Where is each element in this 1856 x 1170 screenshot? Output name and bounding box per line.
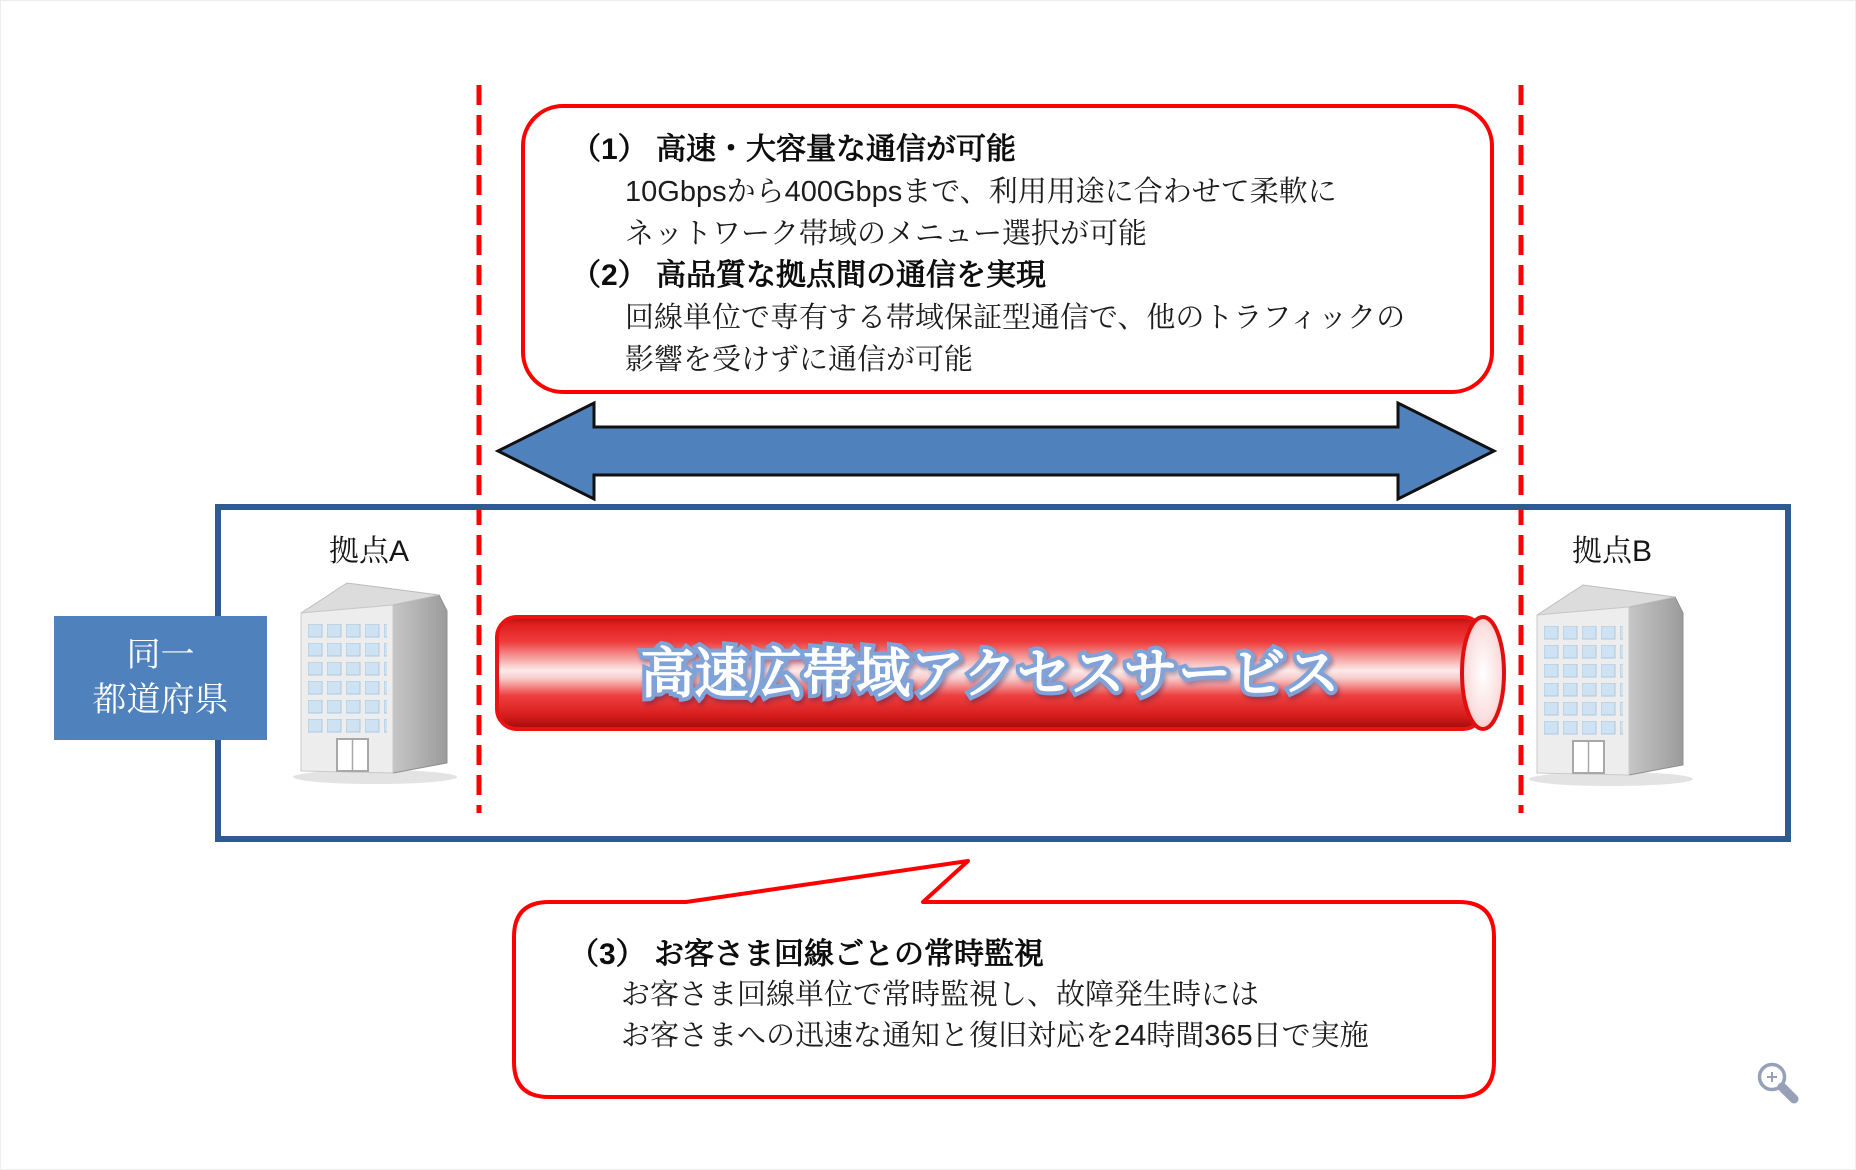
same-prefecture-label xyxy=(54,616,267,740)
feature-3-heading: （3） お客さま回線ごとの常時監視 xyxy=(569,938,1045,971)
feature-3-line-2: お客さまへの迅速な通知と復旧対応を24時間365日で実施 xyxy=(621,1020,1369,1052)
feature-1-heading: （1） 高速・大容量な通信が可能 xyxy=(571,133,1017,166)
feature-3-line-1: お客さま回線単位で常時監視し、故障発生時には xyxy=(621,979,1260,1011)
site-b-label: 拠点B xyxy=(1571,535,1652,568)
site-a-label: 拠点A xyxy=(328,535,409,568)
bottom-callout-text xyxy=(523,934,1369,1057)
feature-1-line-1: 10Gbpsから400Gbpsまで、利用用途に合わせて柔軟に xyxy=(625,176,1337,208)
bidirectional-arrow xyxy=(498,403,1494,499)
region-label-line-2: 都道府県 xyxy=(92,681,229,719)
zoom-in-magnifier-icon[interactable] xyxy=(1760,1065,1795,1100)
feature-2-heading: （2） 高品質な拠点間の通信を実現 xyxy=(571,259,1047,292)
feature-2-line-1: 回線単位で専有する帯域保証型通信で、他のトラフィックの xyxy=(625,302,1406,334)
top-callout-box xyxy=(521,104,1494,394)
feature-2-line-2: 影響を受けずに通信が可能 xyxy=(625,344,974,376)
region-label-line-1: 同一 xyxy=(126,636,195,674)
pipe-service-label: 高速広帯域アクセスサービス xyxy=(640,644,1340,704)
feature-1-line-2: ネットワーク帯域のメニュー選択が可能 xyxy=(625,218,1148,250)
